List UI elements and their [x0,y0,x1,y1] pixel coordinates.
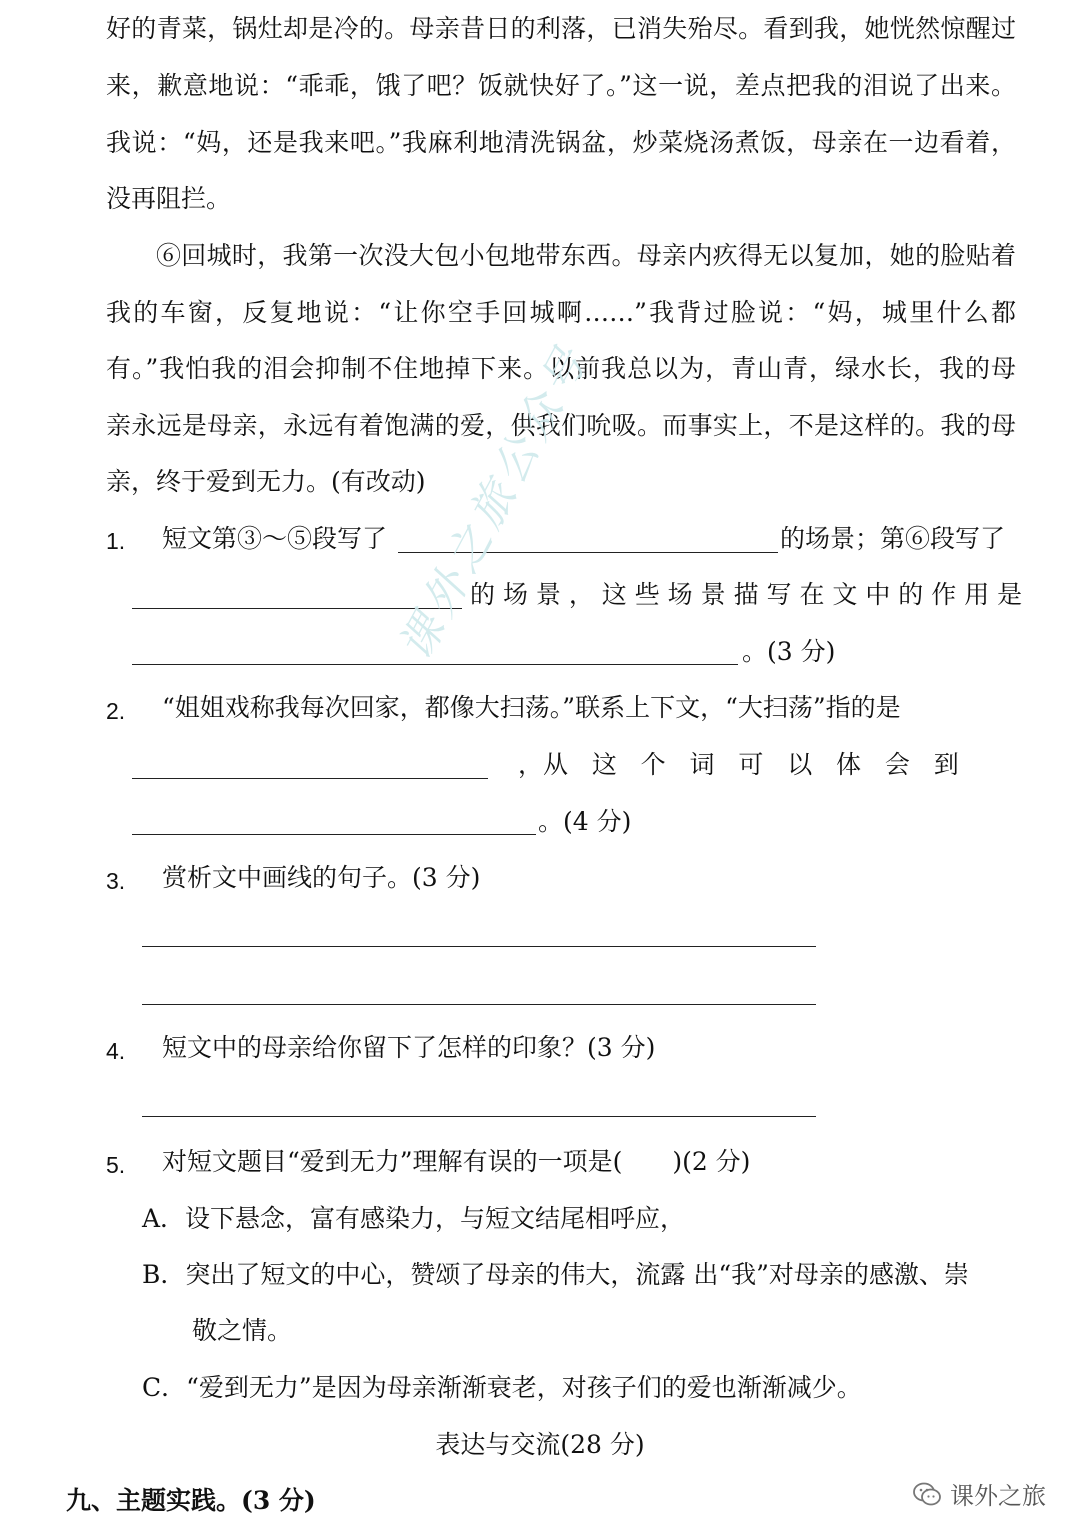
question-text: 。(3 分) [742,637,836,666]
answer-line[interactable] [142,1004,816,1005]
passage-line: ⑥回城时，我第一次没大包小包地带东西。母亲内疚得无以复加，她的脸贴着 [156,241,1016,270]
question-text: “姐姐戏称我每次回家，都像大扫荡。”联系上下文，“大扫荡”指的是 [162,693,901,722]
watermark: 课外之旅公众号 [389,336,600,670]
passage-line: 亲永远是母亲，永远有着饱满的爱，供我们吮吸。而事实上，不是这样的。我的母 [106,411,1016,440]
part-nine-heading: 九、主题实践。(3 分) [66,1486,316,1515]
question-text: 短文第③～⑤段写了 [162,524,388,553]
question-text: 短文中的母亲给你留下了怎样的印象？(3 分) [162,1033,656,1062]
question-text: ，从 这 个 词 可 以 体 会 到 [518,750,959,779]
question-number: 4. [106,1038,126,1064]
passage-line: 没再阻拦。 [106,184,232,213]
question-number: 5. [106,1152,126,1178]
wechat-icon [912,1481,942,1507]
answer-line[interactable] [142,946,816,947]
passage-line: 我的车窗，反复地说：“让你空手回城啊……”我背过脸说：“妈，城里什么都 [106,298,1016,327]
question-text: 对短文题目“爱到无力”理解有误的一项是( )(2 分) [162,1147,751,1176]
section-heading: 表达与交流(28 分) [435,1430,645,1459]
passage-line: 来，歉意地说：“乖乖，饿了吧？饭就快好了。”这一说，差点把我的泪说了出来。 [106,71,1016,100]
answer-blank[interactable] [132,778,488,779]
question-number: 2. [106,698,126,724]
answer-blank[interactable] [132,834,536,835]
option-c[interactable]: C．“爱到无力”是因为母亲渐渐衰老，对孩子们的爱也渐渐减少。 [142,1373,862,1402]
answer-line[interactable] [142,1116,816,1117]
passage-line: 亲，终于爱到无力。(有改动) [106,467,426,496]
option-b-continued: 敬之情。 [192,1316,293,1345]
passage-line: 有。”我怕我的泪会抑制不住地掉下来。以前我总以为，青山青，绿水长，我的母 [106,354,1016,383]
option-b[interactable]: B．突出了短文的中心，赞颂了母亲的伟大，流露 出“我”对母亲的感激、崇 [142,1260,969,1289]
question-number: 3. [106,868,126,894]
question-text: 赏析文中画线的句子。(3 分) [162,863,481,892]
question-number: 1. [106,528,126,554]
brand-mark [912,1476,1046,1511]
option-a[interactable]: A．设下悬念，富有感染力，与短文结尾相呼应， [142,1204,686,1233]
brand-name: 课外之旅 [950,1482,1046,1510]
question-text: 的场景；第⑥段写了 [780,524,1006,553]
passage-line: 我说：“妈，还是我来吧。”我麻利地清洗锅盆，炒菜烧汤煮饭，母亲在一边看着， [106,128,1016,157]
passage-line: 好的青菜，锅灶却是冷的。母亲昔日的利落，已消失殆尽。看到我，她恍然惊醒过 [106,14,1016,43]
question-text: 的 场 景 ， 这 些 场 景 描 写 在 文 中 的 作 用 是 [470,580,1023,609]
question-text: 。(4 分) [538,807,632,836]
